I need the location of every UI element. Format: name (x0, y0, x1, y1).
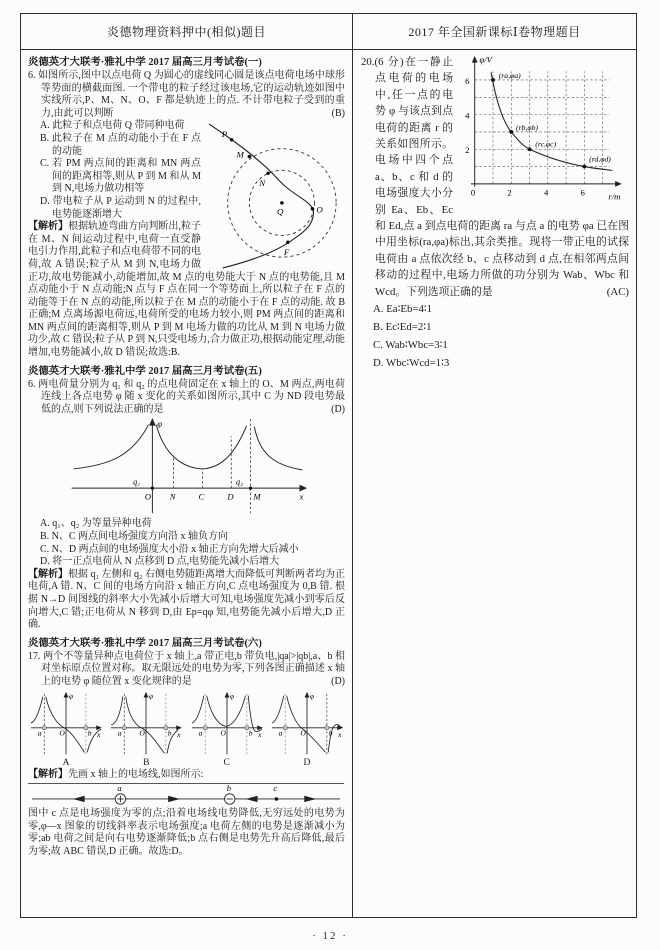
option-b: B. 此粒子在 M 点的动能小于在 F 点的动能 (40, 132, 201, 157)
figure-equipotential-circles (205, 120, 345, 268)
charge-b-label: b (226, 783, 231, 794)
a-label: a (278, 727, 283, 737)
graph-b-letter: B (143, 757, 150, 768)
answer-key: (AC) (606, 285, 629, 298)
point-b-coord-label: (rb,φb) (516, 122, 539, 132)
field-arrow-right-outward (304, 796, 316, 802)
charge-a-marker (123, 725, 127, 729)
charge-a-marker (42, 725, 46, 729)
a-label: a (37, 727, 42, 737)
header-left-title: 炎德物理资料押中(相似)题目 (21, 14, 353, 49)
option-b: B. N、C 两点间电场强度方向沿 x 轴负方向 (40, 531, 229, 543)
section-title: 炎德英才大联考·雅礼中学 2017 届高三月考试卷(六) (28, 637, 262, 649)
charge-q2-dot (248, 487, 251, 490)
point-a-dot (491, 78, 495, 82)
charge-a-marker (203, 725, 207, 729)
analysis-intro (28, 769, 345, 782)
point-d-dot (582, 165, 586, 169)
point-P-dot (230, 138, 234, 142)
r-axis-label: r/m (608, 191, 621, 202)
point-c-coord-label: (rc,φc) (535, 139, 557, 149)
graph-c-letter: C (223, 757, 230, 768)
b-label: b (328, 727, 333, 737)
field-arrow-left-toward-b (246, 796, 258, 802)
point-b-dot (509, 130, 513, 134)
option-b: B. Ec∶Ed=2∶1 (373, 321, 432, 334)
analysis-tag: 【解析】 (28, 221, 69, 233)
analysis-tag: 【解析】 (28, 768, 68, 780)
option-a: A. Ea∶Eb=4∶1 (373, 303, 433, 316)
stem-text: 17. 两个不等量异种点电荷位于 x 轴上,a 带正电,b 带负电,|qa|>|qb|,a、b 相对坐标原点位置对称。取无限远处的电势为零,下列各图正确描述 x 轴上的电势 φ 随位置 x 变化规律的是 (28, 650, 345, 687)
particle-trajectory (209, 124, 314, 268)
a-label: a (198, 727, 203, 737)
x-label: x (338, 729, 342, 739)
stem-text: 6. 两电荷量分别为 q₁ 和 q₂ 的点电荷固定在 x 轴上的 O、M 两点,两电荷连线上各点电势 φ 随 x 变化的关系如图所示,其中 C 为 ND 段电势最低的点,则下列说法正确的是 (28, 378, 345, 415)
point-M-label: M (236, 149, 244, 160)
option-a: A. q₁、q₂ 为等量异种电荷 (40, 518, 152, 530)
option-graph-c (189, 690, 265, 768)
phi-label: φ (149, 691, 154, 701)
option-d: D. 带电粒子从 P 运动到 N 的过程中,电势能逐渐增大 (40, 195, 201, 220)
section-paper-5 (28, 365, 345, 632)
charge-Q-dot (280, 201, 284, 205)
phi-label: φ (309, 691, 315, 701)
analysis-paragraph: 图中 c 点是电场强度为零的点;沿着电场线电势降低,无穷远处的电势为零,φ—x 图象的切线斜率表示电场强度;a 电荷左侧的电势是逐渐减小为零;ab 电荷之间是向右电势逐渐降低;b 点右侧是电势先升高后降低,最后为零;故 ABC 错误,D 正确。故选:D。 (28, 808, 345, 857)
charge-a-marker (283, 725, 287, 729)
tick-M-label: M (252, 492, 261, 503)
r-axis-arrow (615, 181, 622, 187)
graph-c-figure (189, 690, 265, 758)
point-F-dot (286, 241, 290, 245)
point-c-dot (275, 797, 279, 801)
point-O-dot (311, 207, 315, 211)
analysis-tag: 【解析】 (28, 568, 69, 580)
phi-label: φ (68, 691, 74, 701)
point-O-label: O (316, 205, 323, 216)
b-label: b (168, 727, 172, 737)
section-title: 炎德英才大联考·雅礼中学 2017 届高三月考试卷(一) (28, 57, 262, 68)
analysis-intro-text: 先画 x 轴上的电场线,如图所示: (68, 768, 204, 780)
option-c: C. Wab∶Wbc=3∶1 (373, 339, 448, 352)
tick-N-label: N (169, 492, 175, 503)
a-label: a (117, 727, 122, 737)
content-columns (21, 50, 636, 917)
graph-d-letter: D (303, 757, 311, 768)
curve-right-branch (254, 427, 302, 470)
left-column (21, 50, 353, 917)
x-axis-arrow (299, 485, 307, 492)
stem-text: 20.(6 分)在一静止点电荷的电场中,任一点的电势 φ 与该点到点电荷的距离 r 的关系如图所示。电场中四个点 a、b、c 和 d 的电场强度大小分别 Ea、Eb、Ec 和 Ed,点 a 到点电荷的距离 ra 与点 a 的电势 φa 已在图中用坐标(ra,φa)标出,其余类推。现将一带正电的试探电荷由 a 点依次经 b、c 点移动到 d 点,在相邻两点间移动的过程中,电场力所做的功分别为 Wab、Wbc 和 Wcd。下列选项正确的是 (361, 56, 629, 298)
o-label: O (139, 727, 146, 737)
x-label: x (97, 729, 101, 739)
point-F-label: F (283, 247, 290, 258)
table-header-row (21, 14, 636, 50)
analysis-text: 根据 q₁ 左侧和 q₂ 右侧电势随距离增大而降低可判断两者均为正电荷,A 错. N、C 间的电场方向沿 x 轴正方向,C 点电场强度为 0,B 错. 根据 N→D 间图线的斜率大小先减小后增大可知,电场强度先减小到零后反向增大,C 错;正电荷从 N 移到 D,由 Ep=qφ 知,电势能先减小后增大,D 正确. (28, 568, 346, 631)
stem-text: 6. 如图所示,图中以点电荷 Q 为圆心的虚线同心圆是该点电荷电场中球形等势面的横截面图. 一个带电的粒子经过该电场,它的运动轨迹如图中实线所示,P、M、N、O、F 都是轨迹上的点. 不计带电粒子受到的重力,由此可以判断 (28, 70, 345, 119)
phi-axis-arrow (149, 418, 156, 426)
xtick-6: 6 (580, 187, 585, 198)
ytick-4: 4 (465, 110, 470, 121)
point-c-label: c (273, 783, 278, 794)
tick-C-label: C (198, 492, 204, 503)
figure-potential-vs-r-graph (457, 54, 629, 206)
charge-q1-label: q₁ (132, 477, 140, 487)
point-P-label: P (221, 129, 228, 140)
page-number: · 12 · (312, 930, 348, 942)
point-M-dot (248, 155, 252, 159)
point-c-dot (528, 147, 532, 151)
phi-axis-arrow (472, 56, 478, 63)
header-right-title: 2017 年全国新课标Ⅰ卷物理题目 (408, 25, 581, 39)
figure-field-lines (28, 783, 344, 808)
charge-q2-label: q₂ (235, 477, 243, 487)
graph-d-figure (269, 690, 345, 758)
ytick-2: 2 (465, 145, 470, 156)
phi-label: φ (229, 691, 234, 701)
field-arrow-right-toward-b (168, 796, 180, 802)
section-title: 炎德英才大联考·雅礼中学 2017 届高三月考试卷(五) (28, 365, 262, 377)
answer-key: (B) (331, 107, 345, 119)
o-label: O (59, 727, 65, 737)
point-a-coord-label: (ra,φa) (498, 71, 521, 81)
charge-Q-label: Q (276, 207, 284, 218)
graph-a-figure (28, 690, 104, 758)
xtick-2: 2 (507, 187, 512, 198)
option-a: A. 此粒子和点电荷 Q 带同种电荷 (40, 120, 185, 132)
analysis-text: 根据轨迹弯曲方向判断出,粒子在 M、N 间运动过程中,电荷一直受静电引力作用,此粒子和点电荷带不同的电荷,故 A 错误;粒子从 M 到 N,电场力做正功,故电势能减小,动能增加,故 M 点的电势能大于 N 点的电势能,且 M 点动能小于 N 点动能;N 点与 F 点在同一个等势面上,所以粒子在 F 点的动能等于在 N 点的动能,所以粒子在 M 点的动能小于在 F 点的动能. 故 B 正确;M 点离场源电荷远,电荷所受的电场力较小,则 PM 两点间的距离和 MN 两点间的距离相等,则从 P 到 M 电场力做的功比从 M 到 N 电场力做功少,故 C 错误;粒子从 P 到 N,只受电场力,合力做正功,根据动能定理,动能增加,电势能减小,故 D 错误;故选:B. (28, 221, 345, 359)
ytick-6: 6 (465, 75, 470, 86)
x-label: x (177, 729, 181, 739)
phi-arrow (64, 691, 69, 697)
right-column (353, 50, 636, 917)
phi-curve (111, 696, 178, 753)
phi-arrow (144, 691, 149, 697)
o-label: O (300, 727, 306, 737)
option-c: C. 若 PM 两点间的距离和 MN 两点间的距离相等,则从 P 到 M 和从 M 到 N,电场力做功相等 (40, 158, 201, 195)
option-graph-a (28, 690, 104, 768)
curve-left-branch (73, 425, 148, 469)
option-graph-b (108, 690, 184, 768)
section-paper-1 (28, 56, 345, 360)
xtick-4: 4 (543, 187, 549, 198)
option-graph-d (269, 690, 345, 768)
question-stem (28, 70, 345, 120)
phi-axis-label: φ (156, 419, 162, 430)
charge-q1-dot (150, 487, 153, 490)
curve-middle-branch (156, 425, 246, 469)
question-stem (28, 379, 345, 417)
option-d: D. Wbc∶Wcd=1∶3 (373, 357, 450, 370)
graph-b-figure (108, 690, 184, 758)
point-N-dot (266, 172, 270, 176)
tick-D-label: D (226, 492, 234, 503)
field-arrow-left (73, 796, 85, 802)
phi-arrow (224, 691, 229, 697)
xtick-0: 0 (470, 187, 476, 198)
phi-curve (272, 695, 343, 752)
phi-arrow (305, 691, 310, 697)
figure-potential-vs-x-graph (61, 417, 313, 517)
option-d: D. 将一正点电荷从 N 点移到 D 点,电势能先减小后增大 (40, 556, 280, 568)
analysis-paragraph (28, 569, 345, 632)
question-stem (28, 651, 345, 689)
tick-O-label: O (144, 492, 151, 503)
point-d-coord-label: (rd,φd) (589, 154, 611, 164)
answer-key: (D) (331, 403, 345, 415)
b-label: b (248, 727, 253, 737)
graph-a-letter: A (62, 757, 70, 768)
question-body (28, 120, 345, 359)
section-paper-6 (28, 637, 345, 859)
point-N-label: N (259, 178, 266, 189)
option-c: C. N、D 两点间的电场强度大小沿 x 轴正方向先增大后减小 (40, 543, 299, 555)
charge-a-label: a (117, 783, 122, 794)
phi-axis-label: φ/V (479, 54, 492, 65)
option-graphs-row (28, 690, 345, 768)
o-label: O (220, 727, 226, 737)
x-label: x (257, 729, 262, 739)
answer-key: (D) (331, 675, 345, 687)
b-label: b (87, 727, 92, 737)
page-frame (20, 13, 637, 918)
question-20-block (361, 54, 629, 372)
x-axis-label: x (299, 492, 303, 503)
